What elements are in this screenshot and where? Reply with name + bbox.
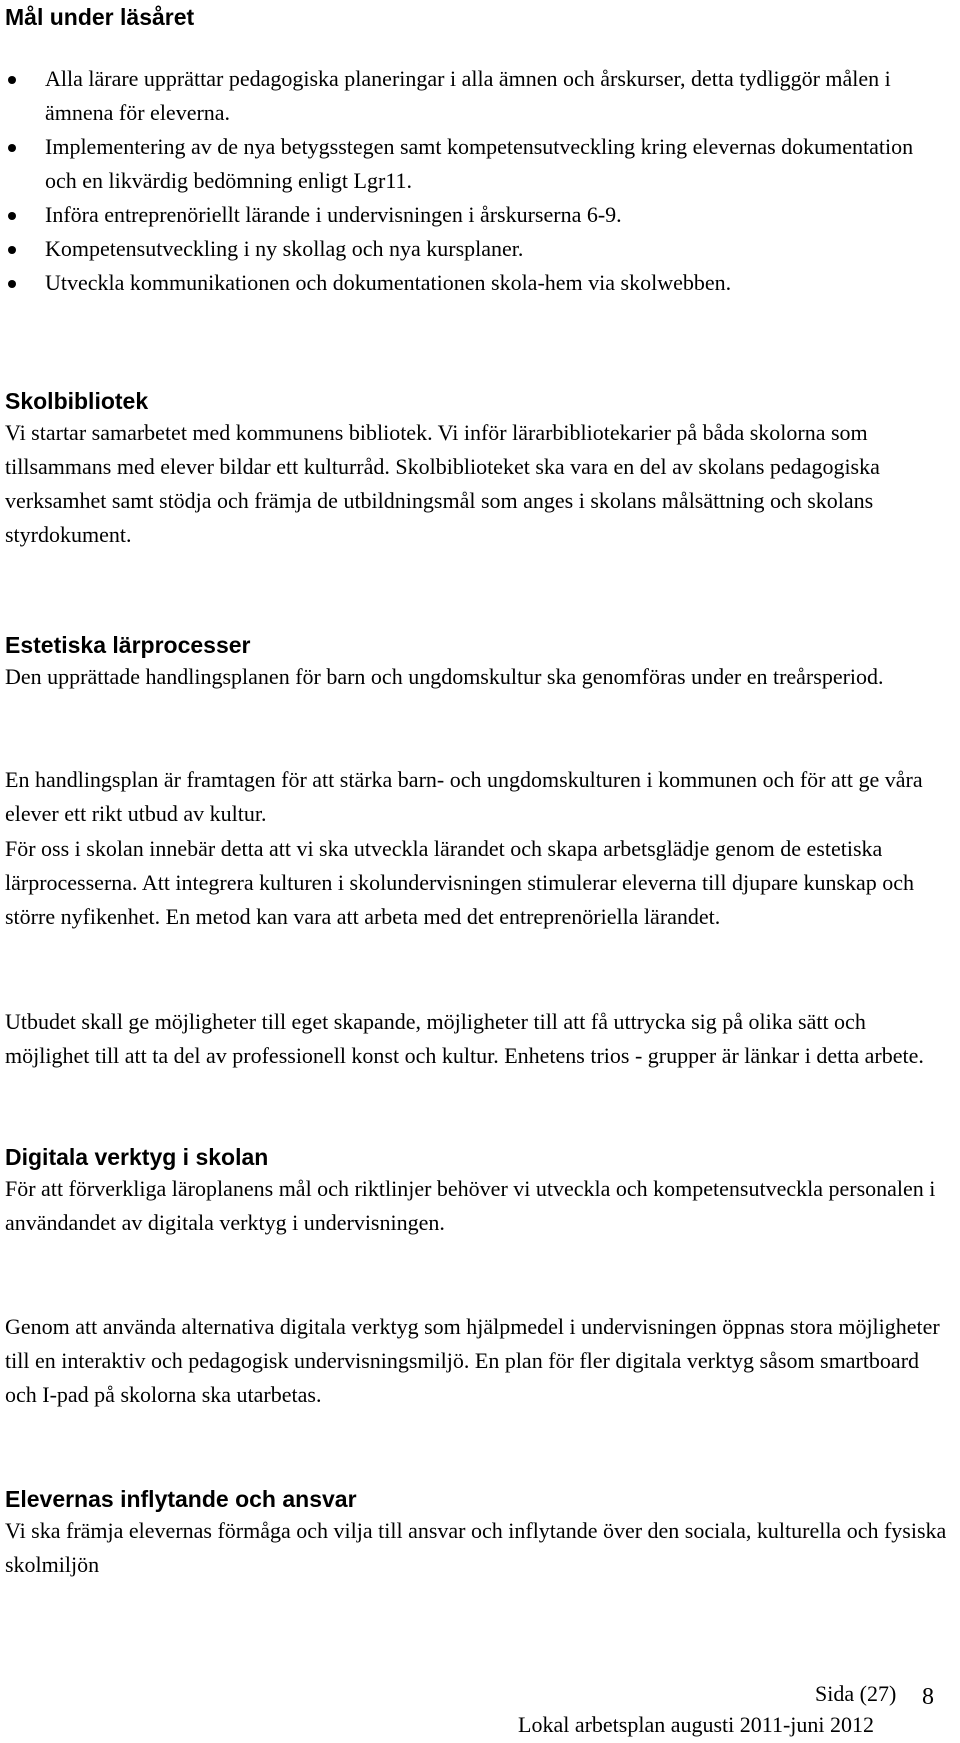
document-title: Lokal arbetsplan augusti 2011-juni 2012 bbox=[518, 1712, 875, 1737]
aesthetic-heading: Estetiska lärprocesser bbox=[5, 632, 251, 658]
digital-paragraph-2: Genom att använda alternativa digitala verktyg som hjälpmedel i undervisningen öppnas stora möjligheter till en interaktiv och pedagogisk undervisningsmiljö. En plan för fler digitala verktyg såsom smartboard och I-pad på skolorna ska utarbetas. bbox=[5, 1314, 940, 1407]
bullet-icon bbox=[8, 246, 16, 254]
aesthetic-paragraph-1: Den upprättade handlingsplanen för barn och ungdomskultur ska genomföras under en treårsperiod. bbox=[5, 664, 884, 689]
list-item: Införa entreprenöriellt lärande i undervisningen i årskurserna 6-9. bbox=[0, 198, 945, 232]
digital-paragraph-1: För att förverkliga läroplanens mål och riktlinjer behöver vi utveckla och kompetensutveckla personalen i användandet av digitala verktyg i undervisningen. bbox=[5, 1176, 936, 1235]
page-label: Sida (27) bbox=[815, 1681, 897, 1706]
page-number: 8 bbox=[922, 1684, 934, 1710]
list-item: Kompetensutveckling i ny skollag och nya kursplaner. bbox=[0, 232, 945, 266]
digital-heading: Digitala verktyg i skolan bbox=[5, 1144, 269, 1170]
library-text: Vi startar samarbetet med kommunens bibliotek. Vi inför lärarbibliotekarier på båda skolorna som tillsammans med elever bildar ett kulturråd. Skolbiblioteket ska vara en del av skolans pedagogiska verksamhet samt stödja och främja de utbildningsmål som anges i skolans målsättning och skolans styrdokument. bbox=[5, 420, 880, 547]
list-item: Implementering av de nya betygsstegen samt kompetensutveckling kring elevernas dokumentation och en likvärdig bedömning enligt Lgr11. bbox=[0, 130, 945, 198]
page-indicator bbox=[815, 1681, 934, 1710]
influence-heading: Elevernas inflytande och ansvar bbox=[5, 1486, 357, 1512]
goals-heading: Mål under läsåret bbox=[5, 4, 195, 30]
bullet-icon bbox=[8, 76, 16, 84]
aesthetic-paragraph-4: Utbudet skall ge möjligheter till eget skapande, möjligheter till att få uttrycka sig på olika sätt och möjlighet till att ta del av professionell konst och kultur. Enhetens trios - grupper är länkar i detta arbete. bbox=[5, 1009, 924, 1068]
influence-text: Vi ska främja elevernas förmåga och vilja till ansvar och inflytande över den sociala, kulturella och fysiska skolmiljön bbox=[5, 1518, 947, 1577]
bullet-icon bbox=[8, 280, 16, 288]
goals-list bbox=[0, 62, 945, 300]
list-item: Utveckla kommunikationen och dokumentationen skola-hem via skolwebben. bbox=[0, 266, 945, 300]
bullet-icon bbox=[8, 144, 16, 152]
bullet-icon bbox=[8, 212, 16, 220]
aesthetic-paragraph-2: En handlingsplan är framtagen för att stärka barn- och ungdomskulturen i kommunen och för att ge våra elever ett rikt utbud av kultur. bbox=[5, 767, 923, 826]
library-heading: Skolbibliotek bbox=[5, 388, 149, 414]
aesthetic-paragraph-3: För oss i skolan innebär detta att vi ska utveckla lärandet och skapa arbetsglädje genom de estetiska lärprocesserna. Att integrera kulturen i skolundervisningen stimulerar eleverna till djupare kunskap och större nyfikenhet. En metod kan vara att arbeta med det entreprenöriella lärandet. bbox=[5, 836, 915, 929]
list-item: Alla lärare upprättar pedagogiska planeringar i alla ämnen och årskurser, detta tydliggör målen i ämnena för eleverna. bbox=[0, 62, 945, 130]
